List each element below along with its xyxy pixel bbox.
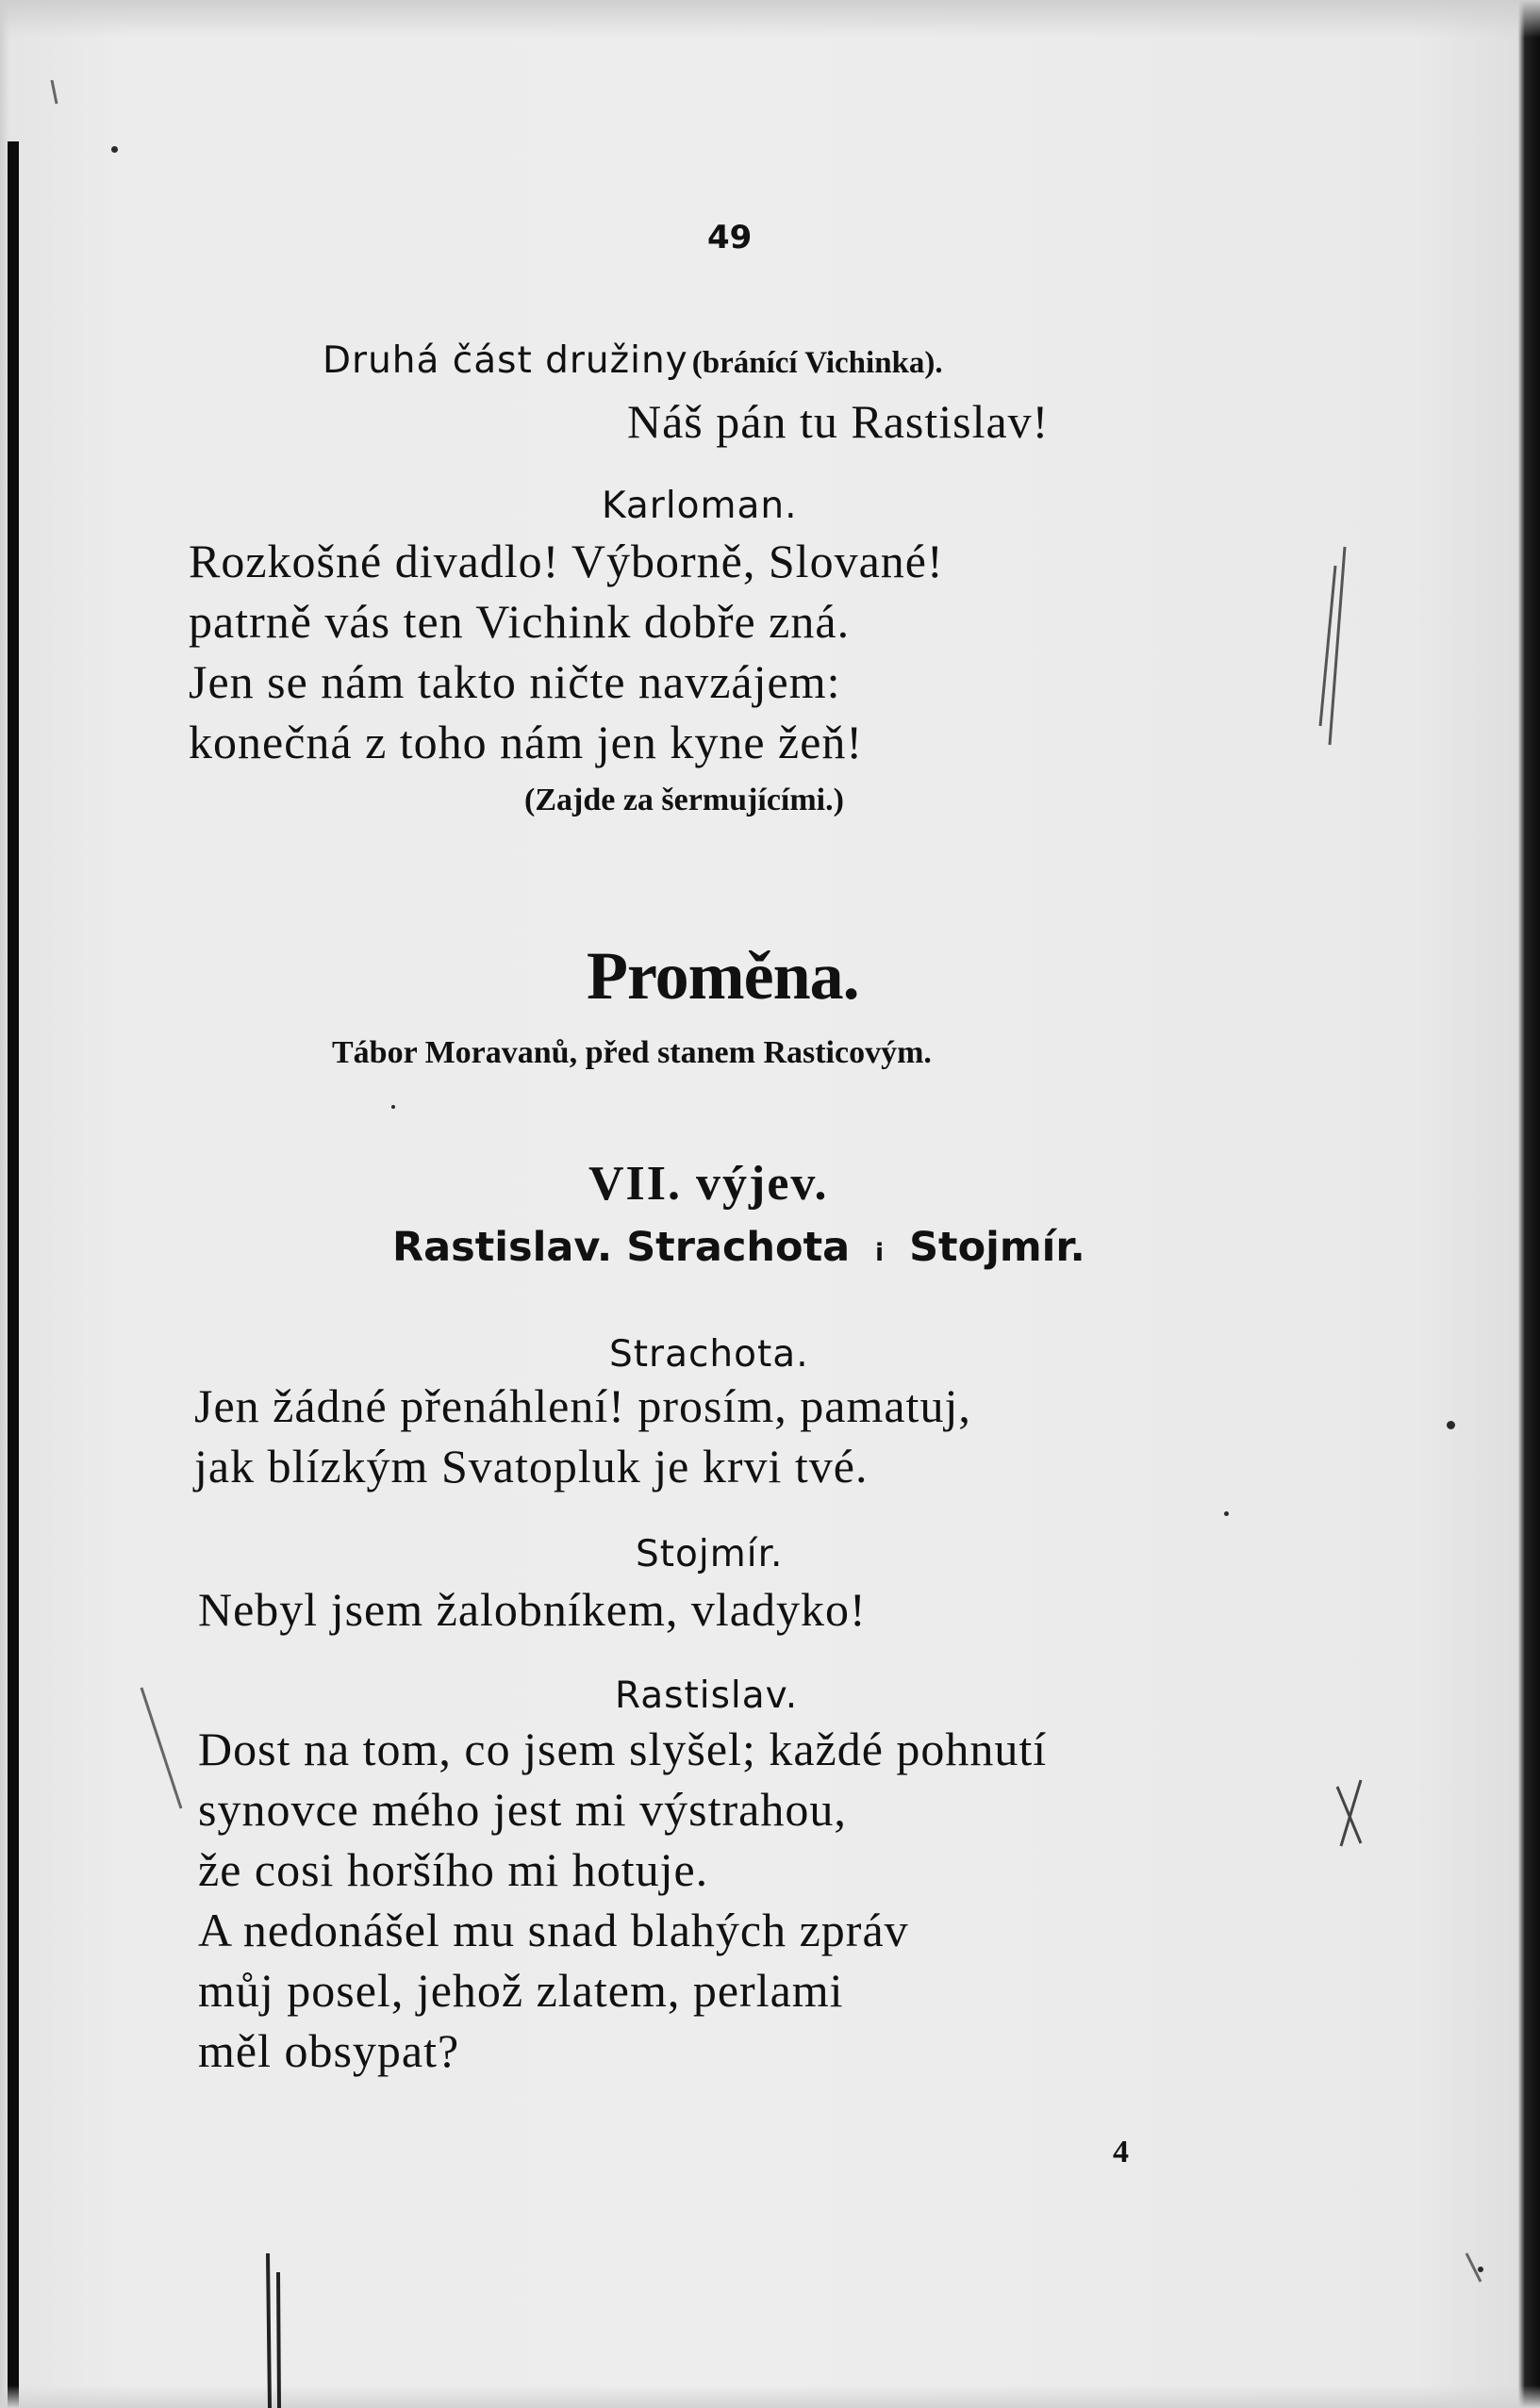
verse-line: Dost na tom, co jsem slyšel; každé pohnutí — [198, 1723, 1048, 1775]
characters-conjunction: i — [875, 1239, 885, 1267]
speaker-name: Druhá část družiny — [323, 339, 688, 382]
speaker-name: Rastislav. — [615, 1674, 799, 1717]
verse-line: že cosi horšího mi hotuje. — [198, 1843, 709, 1896]
verse-line: můj posel, jehož zlatem, perlami — [198, 1964, 844, 2017]
characters-list: Rastislav. Strachota — [392, 1224, 851, 1271]
speaker-name: Stojmír. — [636, 1533, 784, 1575]
verse-line: Náš pán tu Rastislav! — [627, 395, 1050, 448]
verse-line: A nedonášel mu snad blahých zpráv — [198, 1904, 909, 1956]
verse-line: měl obsypat? — [198, 2024, 460, 2077]
speaker-name: Karloman. — [602, 485, 798, 527]
stage-direction: (bránící Vichinka). — [691, 346, 943, 380]
verse-line: Nebyl jsem žalobníkem, vladyko! — [198, 1583, 867, 1636]
verse-line: synovce mého jest mi výstrahou, — [198, 1783, 847, 1836]
verse-line: konečná z toho nám jen kyne žeň! — [189, 716, 864, 768]
speaker-heading — [323, 339, 943, 382]
signature-mark: 4 — [1113, 2135, 1129, 2169]
verse-line: Jen se nám takto ničte navzájem: — [189, 655, 841, 708]
scene-heading: VII. výjev. — [588, 1157, 829, 1211]
page-number: 49 — [707, 219, 753, 256]
scene-change-title: Proměna. — [587, 938, 859, 1014]
verse-line: patrně vás ten Vichink dobře zná. — [189, 595, 851, 648]
pencil-bracket-mark — [1320, 547, 1345, 745]
speaker-name: Strachota. — [609, 1333, 809, 1376]
margin-annotation — [1333, 1782, 1372, 1848]
scene-characters — [392, 1224, 1085, 1271]
verse-line: Jen žádné přenáhlení! prosím, pamatuj, — [194, 1379, 971, 1432]
scene-setting: Tábor Moravanů, před stanem Rasticovým. — [332, 1035, 932, 1070]
stage-direction: (Zajde za šermujícími.) — [524, 783, 844, 817]
characters-list: Stojmír. — [909, 1224, 1085, 1271]
verse-line: jak blízkým Svatopluk je krvi tvé. — [194, 1440, 869, 1493]
gutter-fold-mark — [268, 2253, 279, 2408]
verse-line: Rozkošné divadlo! Výborně, Slované! — [189, 535, 944, 587]
